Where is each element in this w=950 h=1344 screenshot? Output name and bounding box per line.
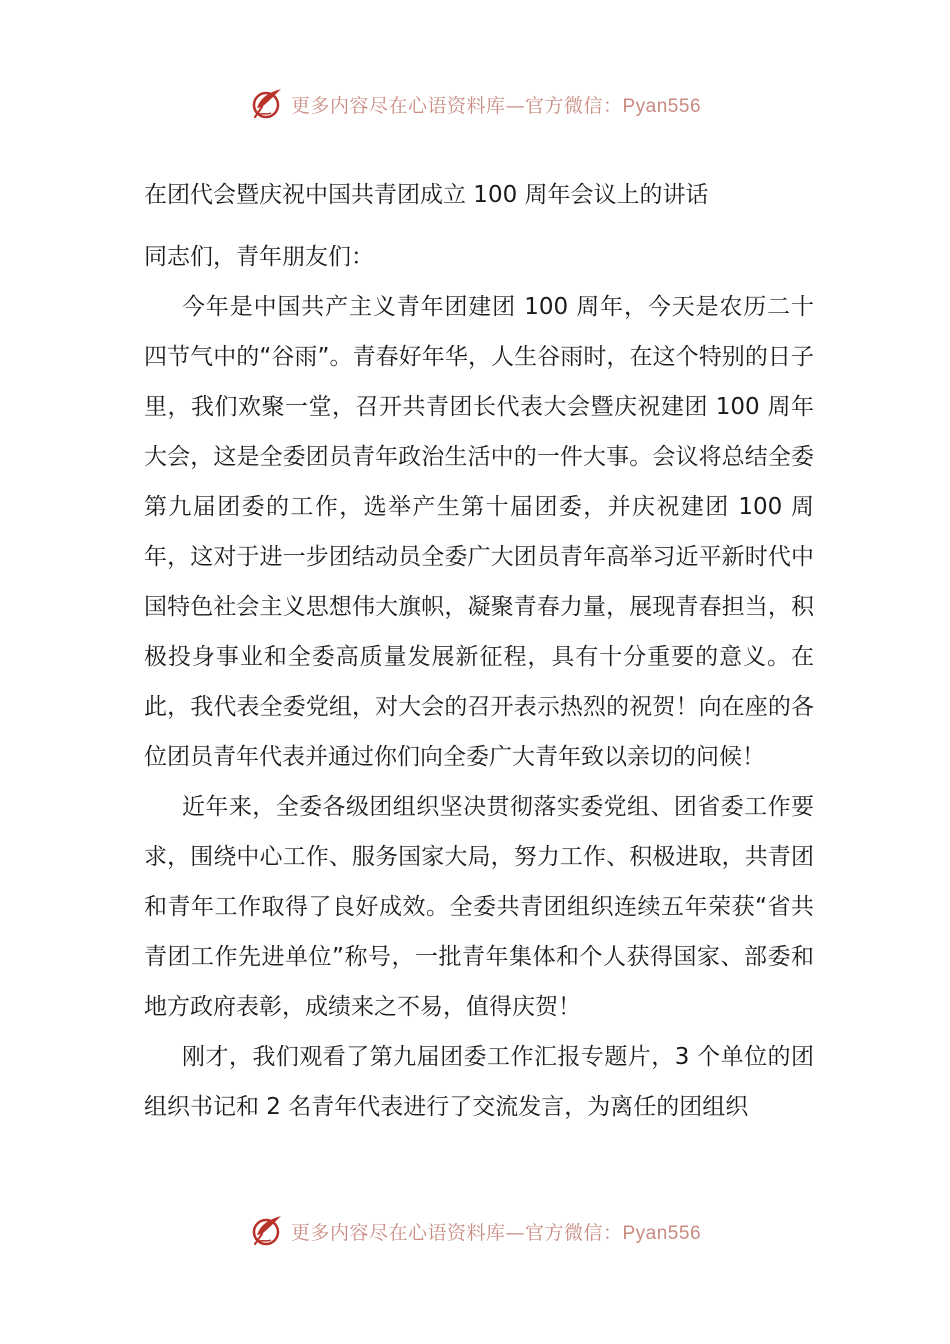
document-title: 在团代会暨庆祝中国共青团成立 100 周年会议上的讲话 xyxy=(144,182,709,208)
watermark-wechat-id: Pyan556 xyxy=(622,95,702,117)
header-watermark xyxy=(0,84,950,124)
watermark-text: 更多内容尽在心语资料库—官方微信：Pyan556 xyxy=(290,1221,702,1244)
quill-logo-icon xyxy=(249,1213,285,1249)
quill-logo-icon xyxy=(249,86,285,122)
paragraph-3: 刚才，我们观看了第九届团委工作汇报专题片，3 个单位的团组织书记和 2 名青年代表进行了交流发言，为离任的团组织 xyxy=(144,1044,814,1120)
paragraph-2: 近年来，全委各级团组织坚决贯彻落实委党组、团省委工作要求，围绕中心工作、服务国家大局，努力工作、积极进取，共青团和青年工作取得了良好成效。全委共青团组织连续五年荣获“省共青团工作先进单位”称号，一批青年集体和个人获得国家、部委和地方政府表彰，成绩来之不易，值得庆贺！ xyxy=(144,794,814,1020)
watermark-wechat-id: Pyan556 xyxy=(622,1222,702,1244)
paragraph-1: 今年是中国共产主义青年团建团 100 周年，今天是农历二十四节气中的“谷雨”。青春好年华，人生谷雨时，在这个特别的日子里，我们欢聚一堂，召开共青团长代表大会暨庆祝建团 100 周年大会，这是全委团员青年政治生活中的一件大事。会议将总结全委第九届团委的工作，选举产生第十届团委，并庆祝建团 100 周年，这对于进一步团结动员全委广大团员青年高举习近平新时代中国特色社会主义思想伟大旗帜，凝聚青春力量，展现青春担当，积极投身事业和全委高质量发展新征程，具有十分重要的意义。在此，我代表全委党组，对大会的召开表示热烈的祝贺！向在座的各位团员青年代表并通过你们向全委广大青年致以亲切的问候！ xyxy=(144,294,814,770)
document-body xyxy=(144,170,814,1132)
salutation: 同志们，青年朋友们： xyxy=(144,244,374,270)
footer-watermark xyxy=(0,1211,950,1251)
watermark-text: 更多内容尽在心语资料库—官方微信：Pyan556 xyxy=(290,94,702,117)
